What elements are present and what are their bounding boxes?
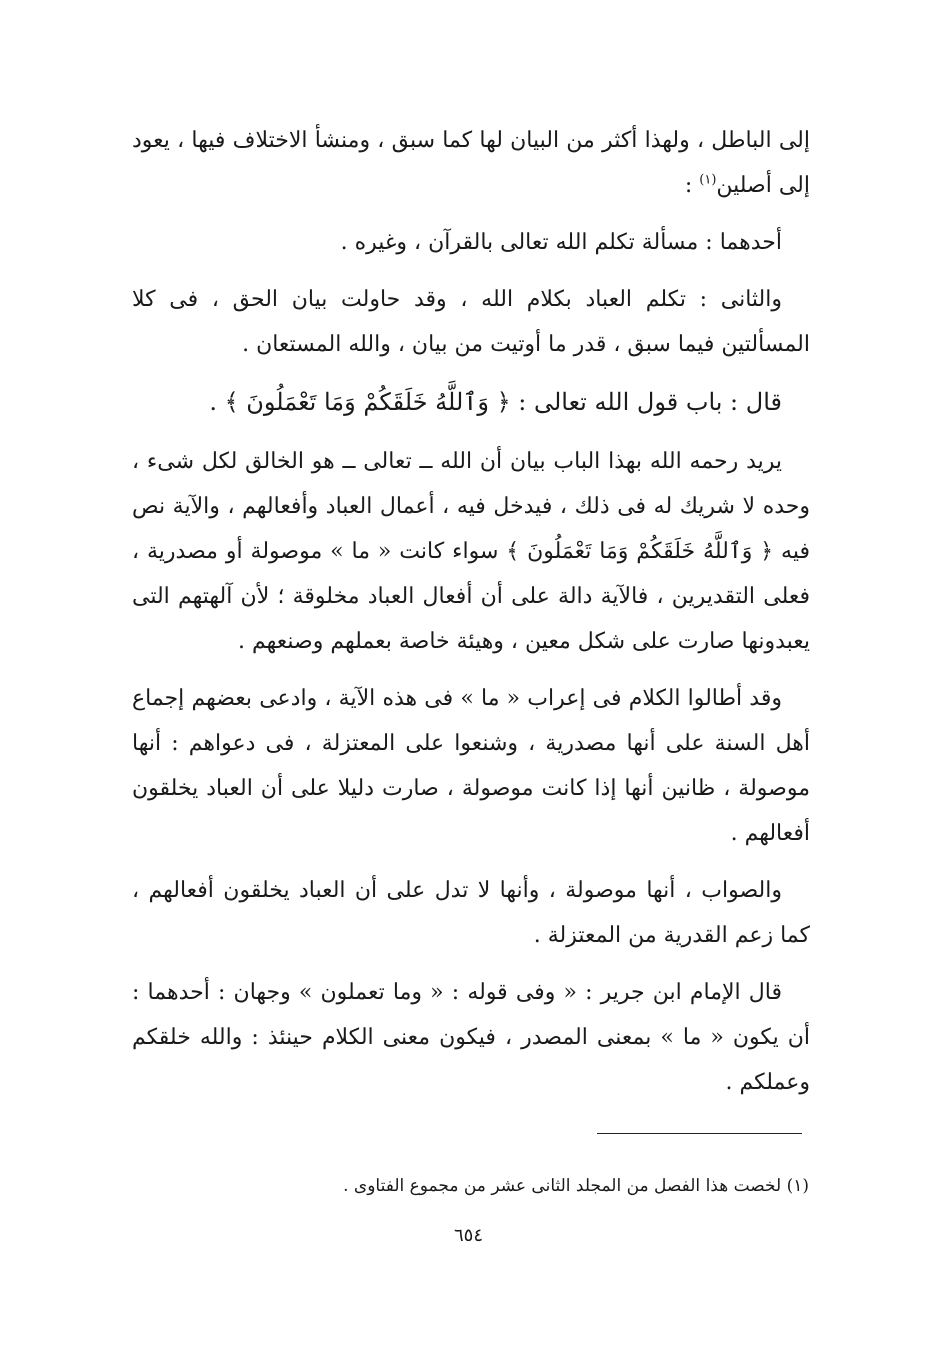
paragraph-1-text: إلى الباطل ، ولهذا أكثر من البيان لها كما سبق ، ومنشأ الاختلاف فيها ، يعود إلى أصلين xyxy=(132,128,810,198)
paragraph-8: قال الإمام ابن جرير : « وفى قوله : « وما تعملون » وجهان : أحدهما : أن يكون « ما » بمعنى المصدر ، فيكون معنى الكلام حينئذ : والله خلقكم وعملكم . xyxy=(132,980,810,1095)
footnote-marker[interactable]: (١) xyxy=(699,172,717,188)
paragraph-2: أحدهما : مسألة تكلم الله تعالى بالقرآن ، وغيره . xyxy=(340,230,782,255)
footnote-divider xyxy=(597,1133,802,1134)
page-number: ٦٥٤ xyxy=(453,1225,483,1246)
main-text xyxy=(132,118,810,1117)
chapter-heading: قال : باب قول الله تعالى : ﴿ وَٱللَّهُ خَلَقَكُمْ وَمَا تَعْمَلُونَ ﴾ . xyxy=(209,388,782,416)
footnote: (١) لخصت هذا الفصل من المجلد الثانى عشر من مجموع الفتاوى . xyxy=(343,1176,809,1196)
paragraph-6: وقد أطالوا الكلام فى إعراب « ما » فى هذه الآية ، وادعى بعضهم إجماع أهل السنة على أنها مصدرية ، وشنعوا على المعتزلة ، فى دعواهم : أنها موصولة ، ظانين أنها إذا كانت موصولة ، صارت دليلا على أن العباد يخلقون أفعالهم . xyxy=(132,686,810,846)
paragraph-5: يريد رحمه الله بهذا الباب بيان أن الله ــ تعالى ــ هو الخالق لكل شىء ، وحده لا شريك له فى ذلك ، فيدخل فيه ، أعمال العباد وأفعالهم ، والآية نص فيه ﴿ وَٱللَّهُ خَلَقَكُمْ وَمَا تَعْمَلُونَ ﴾ سواء كانت « ما » موصولة أو مصدرية ، فعلى التقديرين ، فالآية دالة على أن أفعال العباد مخلوقة ؛ لأن آلهتهم التى يعبدونها صارت على شكل معين ، وهيئة خاصة بعملهم وصنعهم . xyxy=(132,449,810,654)
paragraph-1-end: : xyxy=(684,173,700,198)
paragraph-3: والثانى : تكلم العباد بكلام الله ، وقد حاولت بيان الحق ، فى كلا المسألتين فيما سبق ، قدر ما أوتيت من بيان ، والله المستعان . xyxy=(132,287,810,357)
paragraph-7: والصواب ، أنها موصولة ، وأنها لا تدل على أن العباد يخلقون أفعالهم ، كما زعم القدرية من المعتزلة . xyxy=(132,878,810,948)
paragraph-1 xyxy=(132,118,810,208)
